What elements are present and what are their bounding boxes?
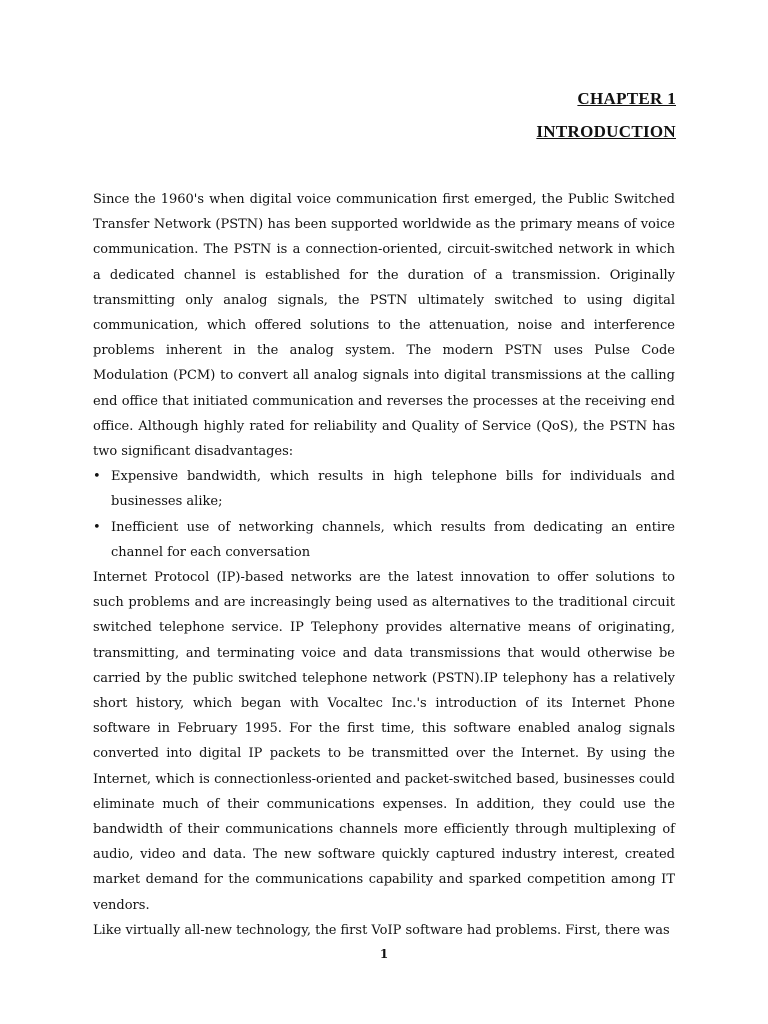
list-item [93, 515, 675, 565]
list-item-text: Expensive bandwidth, which results in high telephone bills for individuals and businesses alike; [111, 469, 675, 510]
page-number: 1 [379, 947, 389, 961]
chapter-heading: CHAPTER 1 [577, 89, 676, 108]
bullet-icon: • [93, 469, 101, 485]
intro-paragraph: Since the 1960's when digital voice communication first emerged, the Public Switched Transfer Network (PSTN) has been supported worldwide as the primary means of voice communication. The PSTN is a connection-oriented, circuit-switched network in which a dedicated channel is established for the duration of a transmission. Originally transmitting only analog signals, the PSTN ultimately switched to using digital communication, which offered solutions to the attenuation, noise and interference problems inherent in the analog system. The modern PSTN uses Pulse Code Modulation (PCM) to convert all analog signals into digital transmissions at the calling end office that initiated communication and reverses the processes at the receiving end office. Although highly rated for reliability and Quality of Service (QoS), the PSTN has two significant disadvantages: [93, 192, 675, 460]
disadvantages-list [93, 464, 675, 565]
list-item-text: Inefficient use of networking channels, which results from dedicating an entire channel for each conversation [111, 519, 675, 560]
voip-paragraph: Like virtually all-new technology, the first VoIP software had problems. First, there was [93, 922, 670, 938]
body-text [93, 187, 675, 943]
list-item [93, 464, 675, 514]
bullet-icon: • [93, 519, 101, 535]
chapter-title: INTRODUCTION [536, 122, 676, 141]
ip-paragraph: Internet Protocol (IP)-based networks are the latest innovation to offer solutions to such problems and are increasingly being used as alternatives to the traditional circuit switched telephone service. IP Telephony provides alternative means of originating, transmitting, and terminating voice and data transmissions that would otherwise be carried by the public switched telephone network (PSTN).IP telephony has a relatively short history, which began with Vocaltec Inc.'s introduction of its Internet Phone software in February 1995. For the first time, this software enabled analog signals converted into digital IP packets to be transmitted over the Internet. By using the Internet, which is connectionless-oriented and packet-switched based, businesses could eliminate much of their communications expenses. In addition, they could use the bandwidth of their communications channels more efficiently through multiplexing of audio, video and data. The new software quickly captured industry interest, created market demand for the communications capability and sparked competition among IT vendors. [93, 570, 675, 913]
